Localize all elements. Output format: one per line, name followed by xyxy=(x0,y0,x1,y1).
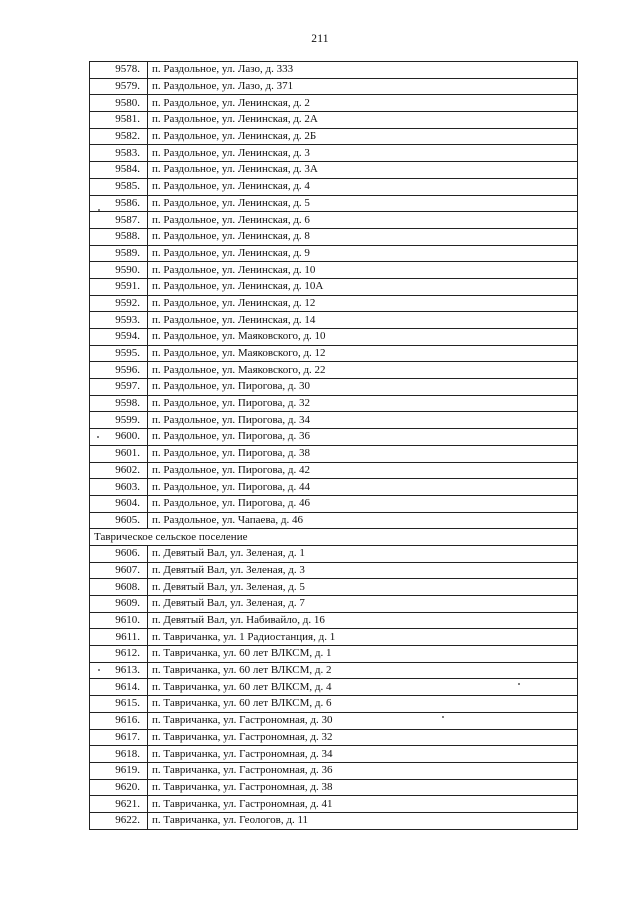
row-address: п. Раздольное, ул. Лазо, д. 333 xyxy=(148,62,578,79)
table-row xyxy=(90,746,578,763)
row-number: 9618. xyxy=(90,746,148,763)
table-row xyxy=(90,262,578,279)
table-row xyxy=(90,78,578,95)
table-row xyxy=(90,128,578,145)
row-address: п. Раздольное, ул. Ленинская, д. 8 xyxy=(148,228,578,245)
row-number: 9615. xyxy=(90,696,148,713)
row-address: п. Девятый Вал, ул. Зеленая, д. 3 xyxy=(148,562,578,579)
table-row xyxy=(90,62,578,79)
table-row xyxy=(90,629,578,646)
row-number: 9614. xyxy=(90,679,148,696)
table-row xyxy=(90,345,578,362)
table-row xyxy=(90,646,578,663)
row-address: п. Раздольное, ул. Ленинская, д. 4 xyxy=(148,178,578,195)
row-address: п. Девятый Вал, ул. Набивайло, д. 16 xyxy=(148,612,578,629)
row-number: 9613. xyxy=(90,662,148,679)
row-address: п. Тавричанка, ул. Гастрономная, д. 30 xyxy=(148,712,578,729)
row-address: п. Девятый Вал, ул. Зеленая, д. 1 xyxy=(148,545,578,562)
table-row xyxy=(90,162,578,179)
row-number: 9621. xyxy=(90,796,148,813)
row-address: п. Раздольное, ул. Пирогова, д. 38 xyxy=(148,445,578,462)
table-row xyxy=(90,429,578,446)
row-number: 9616. xyxy=(90,712,148,729)
row-number: 9590. xyxy=(90,262,148,279)
row-address: п. Тавричанка, ул. 60 лет ВЛКСМ, д. 1 xyxy=(148,646,578,663)
row-number: 9589. xyxy=(90,245,148,262)
row-number: 9617. xyxy=(90,729,148,746)
address-table-body xyxy=(90,62,578,830)
row-number: 9600. xyxy=(90,429,148,446)
row-address: п. Тавричанка, ул. Гастрономная, д. 36 xyxy=(148,762,578,779)
table-row xyxy=(90,412,578,429)
table-row xyxy=(90,812,578,829)
row-number: 9601. xyxy=(90,445,148,462)
row-address: п. Раздольное, ул. Ленинская, д. 9 xyxy=(148,245,578,262)
row-number: 9609. xyxy=(90,596,148,613)
row-address: п. Тавричанка, ул. Гастрономная, д. 38 xyxy=(148,779,578,796)
row-address: п. Тавричанка, ул. 1 Радиостанция, д. 1 xyxy=(148,629,578,646)
row-address: п. Раздольное, ул. Пирогова, д. 32 xyxy=(148,395,578,412)
row-address: п. Раздольное, ул. Ленинская, д. 14 xyxy=(148,312,578,329)
row-address: п. Тавричанка, ул. 60 лет ВЛКСМ, д. 2 xyxy=(148,662,578,679)
row-address: п. Раздольное, ул. Маяковского, д. 10 xyxy=(148,329,578,346)
table-row xyxy=(90,445,578,462)
table-row xyxy=(90,112,578,129)
row-number: 9620. xyxy=(90,779,148,796)
row-number: 9596. xyxy=(90,362,148,379)
row-address: п. Раздольное, ул. Ленинская, д. 3 xyxy=(148,145,578,162)
row-address: п. Тавричанка, ул. Гастрономная, д. 32 xyxy=(148,729,578,746)
row-address: п. Девятый Вал, ул. Зеленая, д. 5 xyxy=(148,579,578,596)
table-row xyxy=(90,796,578,813)
row-number: 9622. xyxy=(90,812,148,829)
scan-speck xyxy=(442,716,444,718)
table-row xyxy=(90,462,578,479)
row-number: 9582. xyxy=(90,128,148,145)
table-row xyxy=(90,579,578,596)
table-row xyxy=(90,379,578,396)
row-number: 9611. xyxy=(90,629,148,646)
table-row xyxy=(90,395,578,412)
row-address: п. Раздольное, ул. Маяковского, д. 12 xyxy=(148,345,578,362)
scan-speck xyxy=(97,436,99,438)
row-address: п. Раздольное, ул. Пирогова, д. 36 xyxy=(148,429,578,446)
row-address: п. Раздольное, ул. Лазо, д. 371 xyxy=(148,78,578,95)
address-table xyxy=(89,61,578,830)
table-row xyxy=(90,278,578,295)
table-row xyxy=(90,596,578,613)
row-address: п. Раздольное, ул. Ленинская, д. 10А xyxy=(148,278,578,295)
table-row xyxy=(90,679,578,696)
row-number: 9608. xyxy=(90,579,148,596)
row-number: 9598. xyxy=(90,395,148,412)
table-row xyxy=(90,779,578,796)
row-address: п. Раздольное, ул. Пирогова, д. 30 xyxy=(148,379,578,396)
row-number: 9578. xyxy=(90,62,148,79)
row-number: 9580. xyxy=(90,95,148,112)
row-number: 9595. xyxy=(90,345,148,362)
table-row xyxy=(90,212,578,229)
row-number: 9610. xyxy=(90,612,148,629)
table-row xyxy=(90,228,578,245)
row-number: 9603. xyxy=(90,479,148,496)
row-address: п. Раздольное, ул. Ленинская, д. 5 xyxy=(148,195,578,212)
row-number: 9606. xyxy=(90,545,148,562)
row-number: 9588. xyxy=(90,228,148,245)
page-number: 211 xyxy=(311,33,329,45)
table-row xyxy=(90,612,578,629)
row-address: п. Девятый Вал, ул. Зеленая, д. 7 xyxy=(148,596,578,613)
row-number: 9604. xyxy=(90,495,148,512)
table-row xyxy=(90,562,578,579)
row-address: п. Раздольное, ул. Пирогова, д. 46 xyxy=(148,495,578,512)
section-header-row xyxy=(90,529,578,546)
row-address: п. Раздольное, ул. Ленинская, д. 2А xyxy=(148,112,578,129)
row-address: п. Раздольное, ул. Ленинская, д. 6 xyxy=(148,212,578,229)
row-number: 9619. xyxy=(90,762,148,779)
row-number: 9592. xyxy=(90,295,148,312)
row-address: п. Раздольное, ул. Ленинская, д. 12 xyxy=(148,295,578,312)
table-row xyxy=(90,362,578,379)
table-row xyxy=(90,762,578,779)
row-address: п. Раздольное, ул. Чапаева, д. 46 xyxy=(148,512,578,529)
row-number: 9581. xyxy=(90,112,148,129)
table-row xyxy=(90,195,578,212)
table-row xyxy=(90,145,578,162)
row-number: 9597. xyxy=(90,379,148,396)
table-row xyxy=(90,512,578,529)
table-row xyxy=(90,662,578,679)
table-row xyxy=(90,245,578,262)
table-row xyxy=(90,545,578,562)
table-row xyxy=(90,729,578,746)
row-address: п. Раздольное, ул. Ленинская, д. 2 xyxy=(148,95,578,112)
row-number: 9584. xyxy=(90,162,148,179)
scan-speck xyxy=(98,209,100,211)
row-number: 9587. xyxy=(90,212,148,229)
table-row xyxy=(90,495,578,512)
row-address: п. Раздольное, ул. Пирогова, д. 34 xyxy=(148,412,578,429)
row-number: 9591. xyxy=(90,278,148,295)
row-address: п. Тавричанка, ул. 60 лет ВЛКСМ, д. 6 xyxy=(148,696,578,713)
table-row xyxy=(90,479,578,496)
section-header: Таврическое сельское поселение xyxy=(90,529,578,546)
row-number: 9602. xyxy=(90,462,148,479)
row-address: п. Тавричанка, ул. Гастрономная, д. 41 xyxy=(148,796,578,813)
scan-speck xyxy=(518,683,520,685)
table-row xyxy=(90,312,578,329)
table-row xyxy=(90,696,578,713)
row-address: п. Тавричанка, ул. 60 лет ВЛКСМ, д. 4 xyxy=(148,679,578,696)
row-number: 9605. xyxy=(90,512,148,529)
row-address: п. Раздольное, ул. Ленинская, д. 10 xyxy=(148,262,578,279)
row-address: п. Тавричанка, ул. Геологов, д. 11 xyxy=(148,812,578,829)
row-number: 9612. xyxy=(90,646,148,663)
row-number: 9586. xyxy=(90,195,148,212)
table-row xyxy=(90,329,578,346)
row-address: п. Раздольное, ул. Ленинская, д. 2Б xyxy=(148,128,578,145)
row-number: 9599. xyxy=(90,412,148,429)
row-address: п. Тавричанка, ул. Гастрономная, д. 34 xyxy=(148,746,578,763)
row-number: 9585. xyxy=(90,178,148,195)
row-address: п. Раздольное, ул. Пирогова, д. 44 xyxy=(148,479,578,496)
table-row xyxy=(90,95,578,112)
row-number: 9594. xyxy=(90,329,148,346)
table-row xyxy=(90,712,578,729)
row-number: 9583. xyxy=(90,145,148,162)
row-number: 9607. xyxy=(90,562,148,579)
row-address: п. Раздольное, ул. Пирогова, д. 42 xyxy=(148,462,578,479)
row-number: 9593. xyxy=(90,312,148,329)
row-number: 9579. xyxy=(90,78,148,95)
row-address: п. Раздольное, ул. Ленинская, д. 3А xyxy=(148,162,578,179)
table-row xyxy=(90,178,578,195)
table-row xyxy=(90,295,578,312)
scan-speck xyxy=(98,669,100,671)
row-address: п. Раздольное, ул. Маяковского, д. 22 xyxy=(148,362,578,379)
